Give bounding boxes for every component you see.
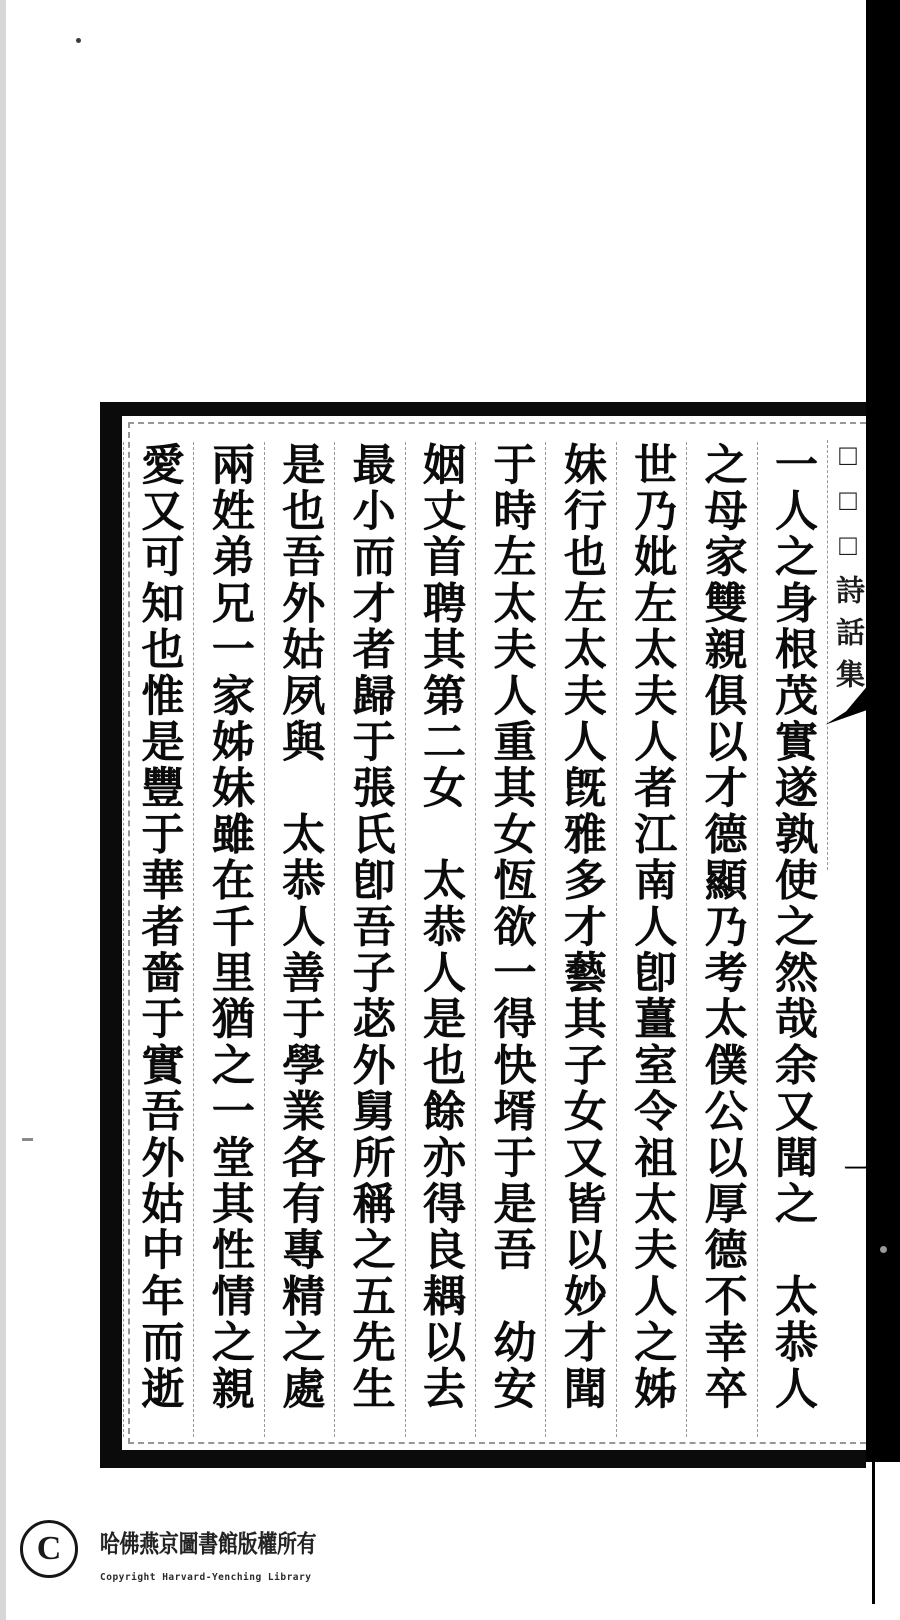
text-column-9: 兩姓弟兄一家姊妹雖在千里猶之一堂其性情之親 [193,442,263,1437]
binding-bar [866,0,900,1462]
text-column-6: 姻丈首聘其第二女 太恭人是也餘亦得良耦以去 [405,442,475,1437]
text-column-3: 世乃妣左太夫人者江南人卽薑室令祖太夫人之姊 [616,442,686,1437]
copyright-stamp [20,1516,440,1608]
text-column-7: 最小而才者歸于張氏卽吾子苾外舅所稱之五先生 [334,442,404,1437]
ink-dash [22,1138,33,1141]
text-column-8: 是也吾外姑夙與 太恭人善于學業各有專精之處 [264,442,334,1437]
text-block [132,442,827,1437]
text-column-10: 愛又可知也惟是豐于華者嗇于實吾外姑中年而逝 [123,442,193,1437]
scan-edge-smudge [0,0,6,1620]
stamp-english-text: Copyright Harvard-Yenching Library [100,1572,312,1583]
text-column-1: 一人之身根茂實遂孰使之然哉余又聞之 太恭人 [757,442,827,1437]
copyright-symbol-letter: C [36,1530,62,1567]
text-column-2: 之母家雙親俱以才德顯乃考太僕公以厚德不幸卒 [686,442,756,1437]
running-title: □□□詩話集 [827,440,867,870]
stamp-chinese-text: 哈佛燕京圖書館版權所有 [100,1532,317,1558]
text-column-5: 于時左太夫人重其女恆欲一得快壻于是吾 幼安 [475,442,545,1437]
scan-speck [880,1246,887,1253]
copyright-symbol-icon [20,1520,78,1578]
binding-bar-tail-line [872,1462,875,1604]
folio-number: 一 [844,1155,873,1186]
page-border-frame [100,402,866,1468]
ink-dot [76,38,81,43]
text-column-4: 妹行也左太夫人旣雅多才藝其子女又皆以妙才聞 [545,442,615,1437]
